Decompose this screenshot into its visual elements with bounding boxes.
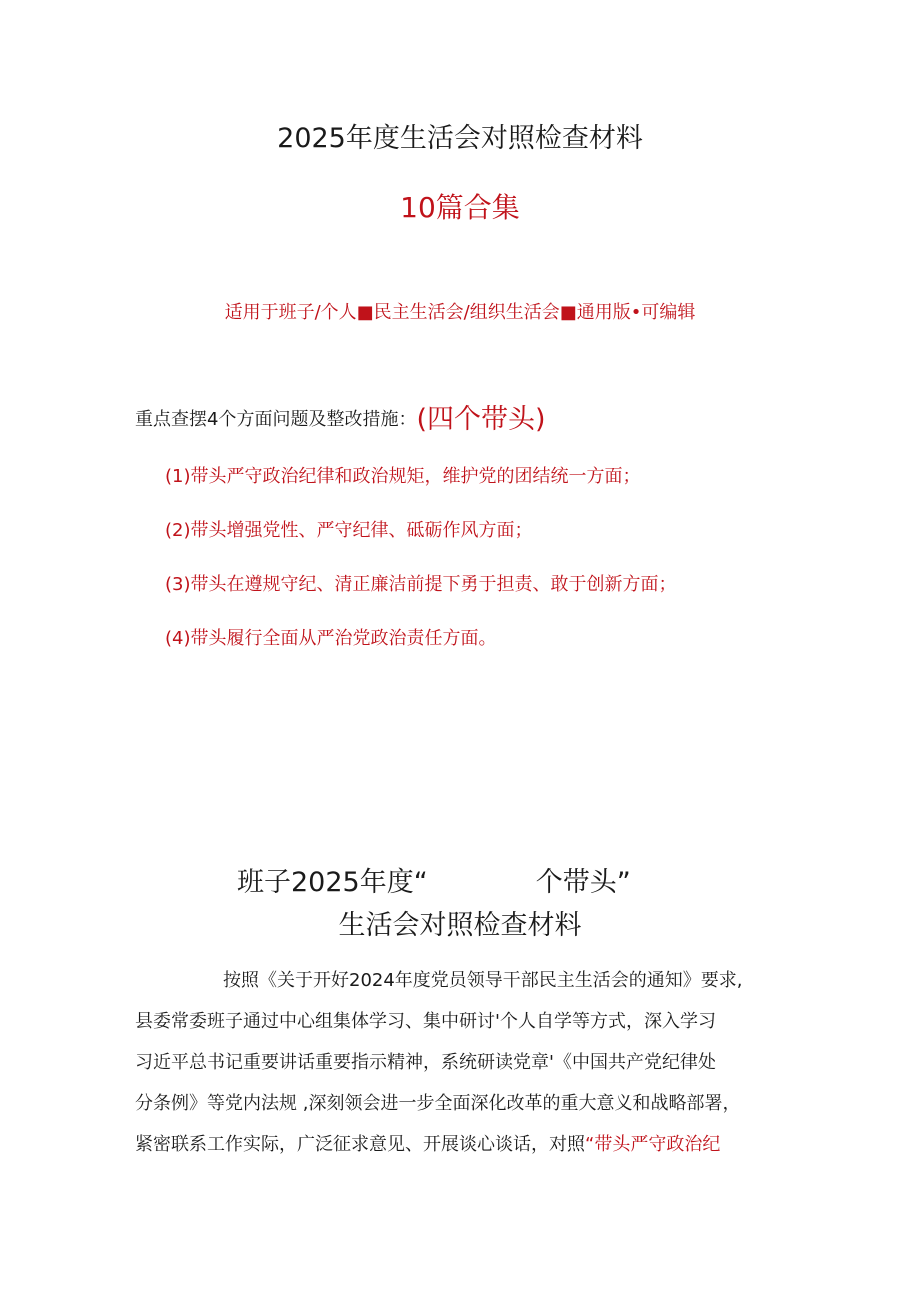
section-title-line-2: 生活会对照检查材料 bbox=[338, 910, 582, 941]
focus-item: (3)带头在遵规守纪、清正廉洁前提下勇于担责、敢于创新方面； bbox=[165, 574, 677, 595]
paragraph-line: 按照《关于开好2024年度党员领导干部民主生活会的通知》要求, bbox=[223, 970, 743, 991]
focus-label: 重点查摆4个方面问题及整改措施： bbox=[135, 409, 417, 430]
body-paragraph bbox=[135, 960, 795, 1165]
section-title-part-2: 个带头” bbox=[535, 867, 631, 898]
focus-item: (2)带头增强党性、严守纪律、砥砺作风方面； bbox=[165, 520, 533, 541]
focus-item: (1)带头严守政治纪律和政治规矩，维护党的团结统一方面； bbox=[165, 466, 641, 487]
paragraph-line: 习近平总书记重要讲话重要指示精神，系统研读党章'《中国共产党纪律处 bbox=[135, 1052, 716, 1073]
section-title-line-1 bbox=[237, 860, 631, 899]
section-title-part-1: 班子2025年度“ bbox=[237, 867, 428, 898]
focus-heading bbox=[135, 397, 546, 436]
paragraph-line: 分条例》等党内法规 ,深刻领会进一步全面深化改革的重大意义和战略部署， bbox=[135, 1093, 741, 1114]
scope-line: 适用于班子/个人■民主生活会/组织生活会■通用版•可编辑 bbox=[224, 302, 696, 323]
collection-subtitle: 10篇合集 bbox=[400, 191, 520, 224]
paragraph-line bbox=[135, 1124, 795, 1165]
paragraph-line: 县委常委班子通过中心组集体学习、集中研讨'个人自学等方式，深入学习 bbox=[135, 1011, 716, 1032]
focus-item: (4)带头履行全面从严治党政治责任方面。 bbox=[165, 628, 497, 649]
focus-highlight: (四个带头) bbox=[416, 404, 546, 435]
document-title: 2025年度生活会对照检查材料 bbox=[277, 123, 643, 154]
paragraph-text: 紧密联系工作实际，广泛征求意见、开展谈心谈话，对照 bbox=[135, 1134, 585, 1155]
paragraph-highlight: “带头严守政治纪 bbox=[585, 1134, 721, 1155]
